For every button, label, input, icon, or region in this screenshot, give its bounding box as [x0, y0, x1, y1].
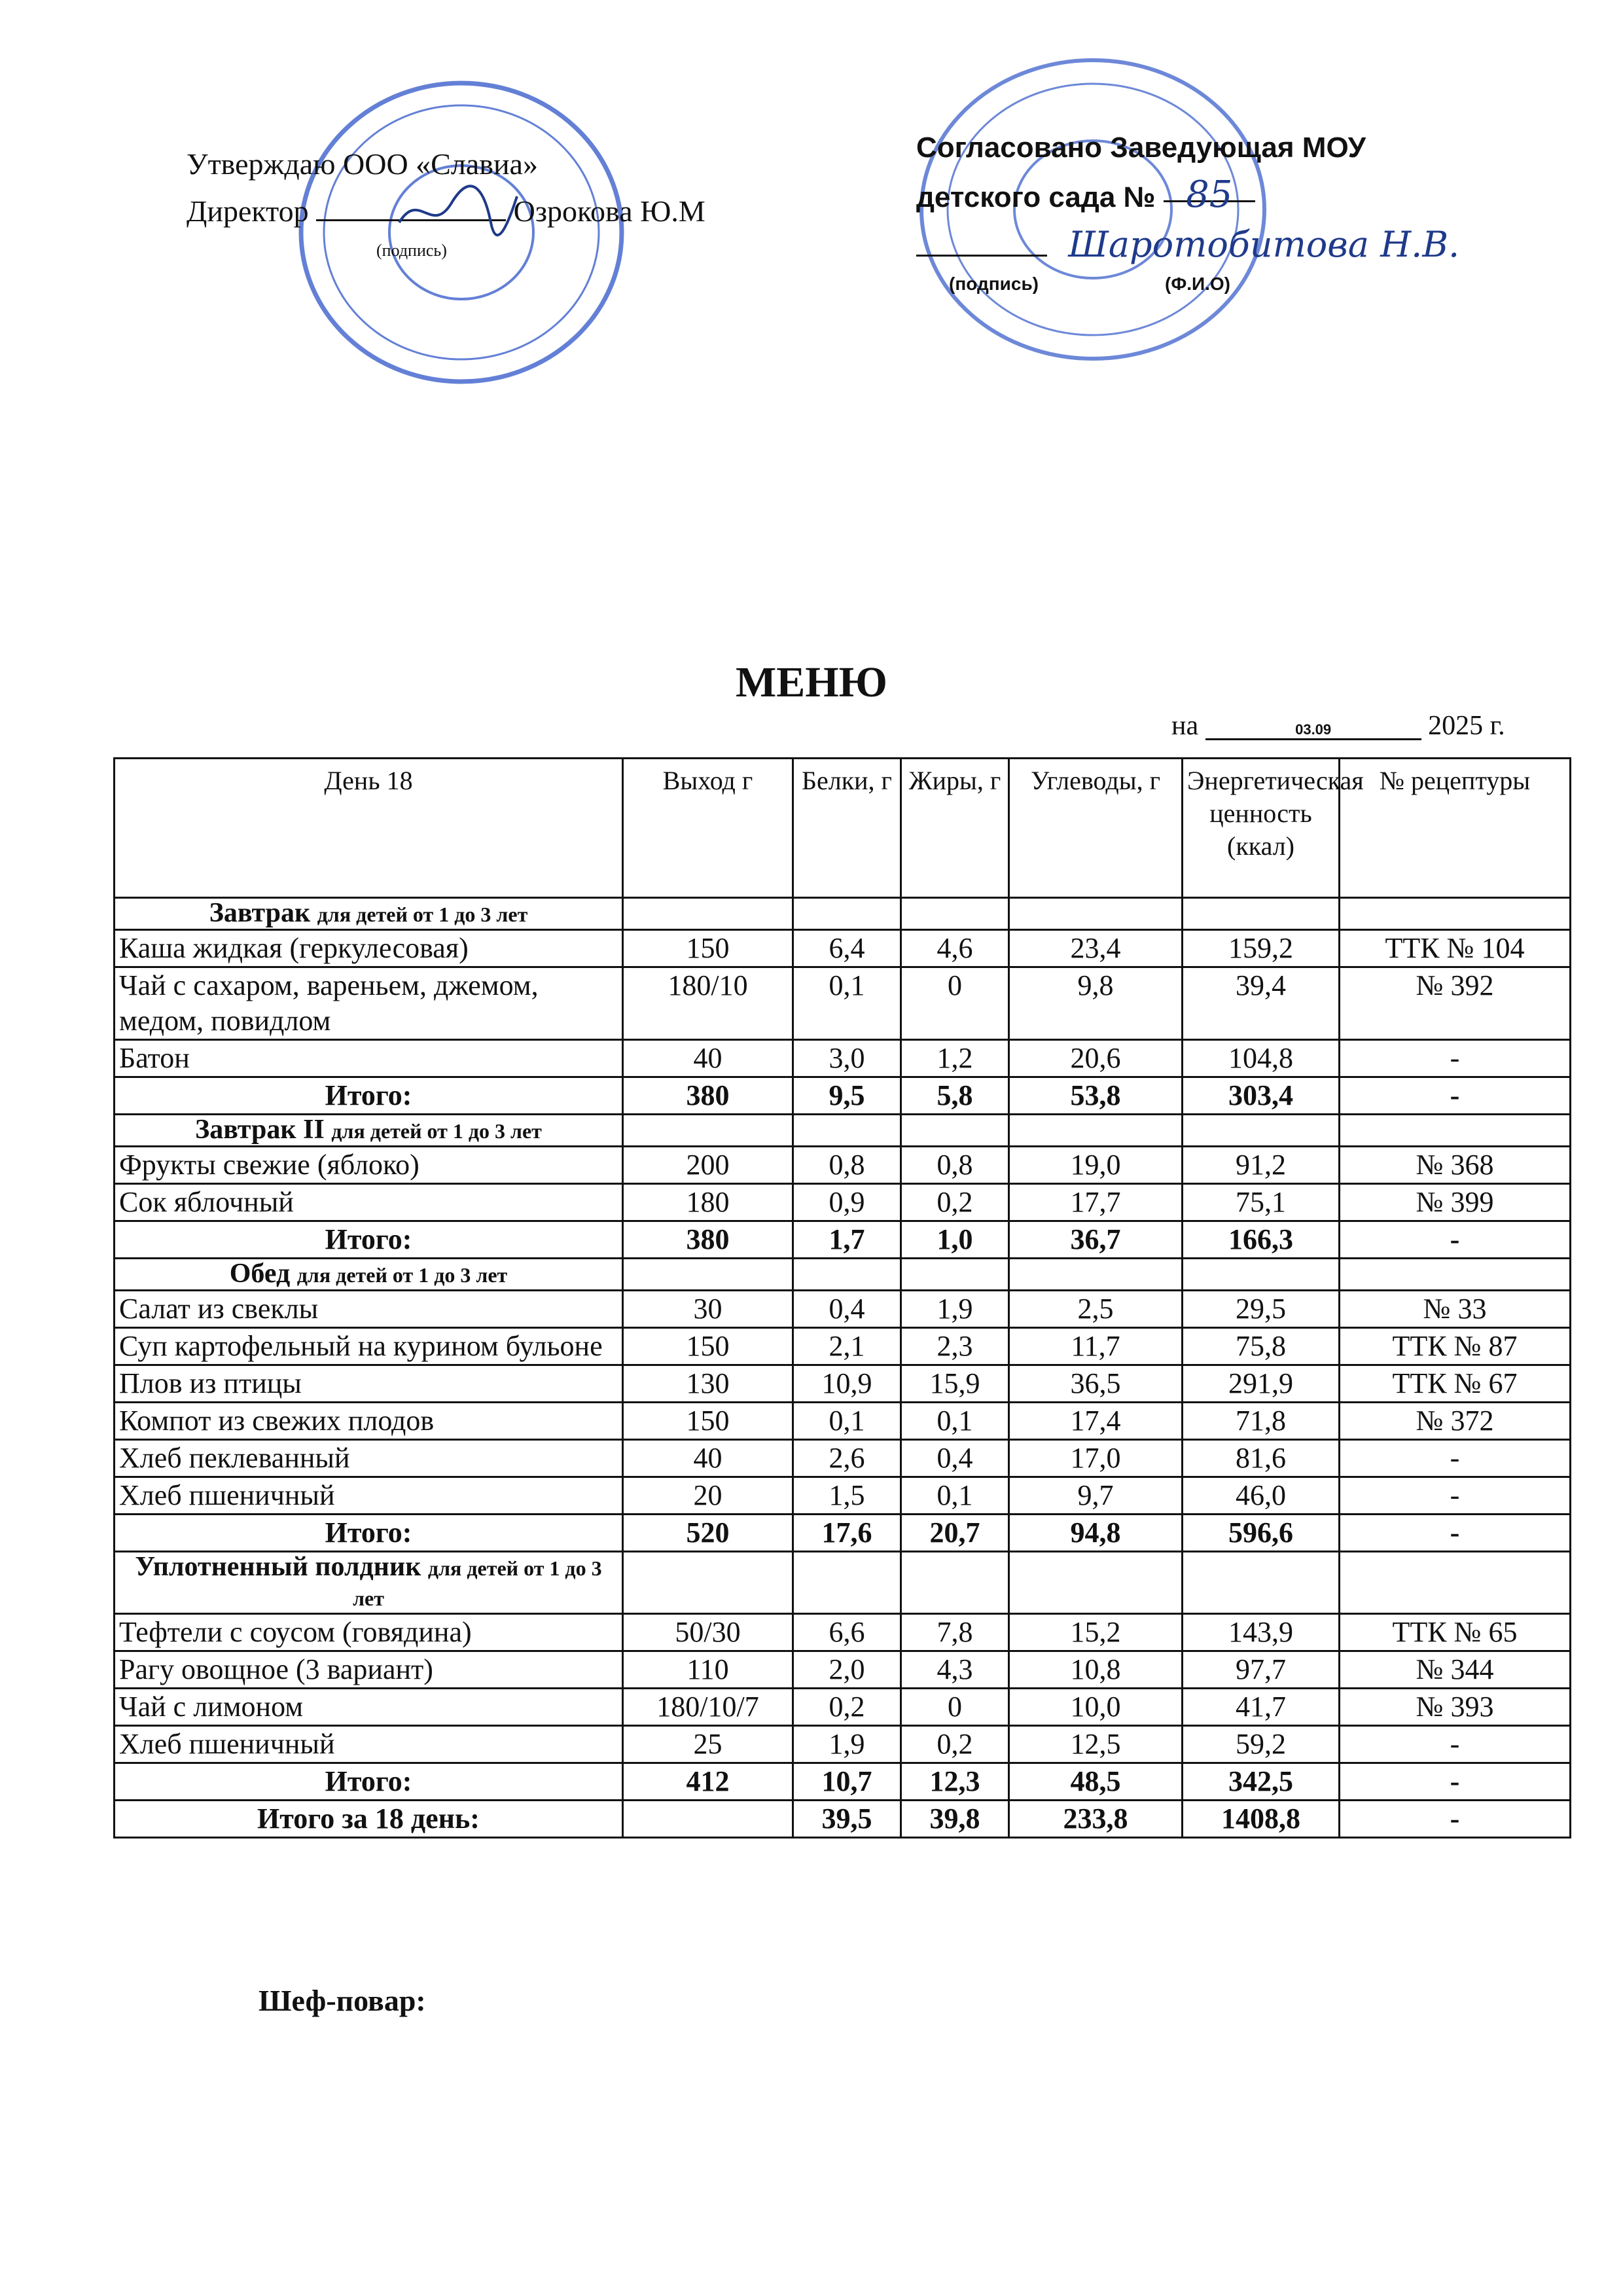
- section-empty-cell: [1340, 1552, 1571, 1614]
- header-protein: Белки, г: [793, 759, 901, 898]
- dish-carbs: 23,4: [1009, 930, 1183, 967]
- table-row: [115, 1614, 1571, 1651]
- dish-energy: 291,9: [1183, 1365, 1340, 1403]
- dish-fat: 0,4: [901, 1440, 1009, 1477]
- total-yield: 380: [623, 1221, 793, 1259]
- section-empty-cell: [1340, 1115, 1571, 1147]
- total-energy: 303,4: [1183, 1077, 1340, 1115]
- section-empty-cell: [1340, 1259, 1571, 1291]
- dish-protein: 3,0: [793, 1040, 901, 1077]
- chef-label: Шеф-повар:: [259, 1984, 426, 2017]
- total-label: Итого:: [115, 1515, 623, 1552]
- director-signature: [393, 177, 524, 242]
- dish-name: Каша жидкая (геркулесовая): [115, 930, 623, 967]
- dish-recipe: № 33: [1340, 1291, 1571, 1328]
- dish-name: Тефтели с соусом (говядина): [115, 1614, 623, 1651]
- section-empty-cell: [793, 1259, 901, 1291]
- total-recipe: -: [1340, 1221, 1571, 1259]
- dish-energy: 104,8: [1183, 1040, 1340, 1077]
- director-label: Директор: [187, 194, 309, 228]
- total-carbs: 53,8: [1009, 1077, 1183, 1115]
- dish-fat: 4,3: [901, 1651, 1009, 1689]
- dish-protein: 0,8: [793, 1147, 901, 1184]
- dish-protein: 0,2: [793, 1689, 901, 1726]
- dish-fat: 1,9: [901, 1291, 1009, 1328]
- director-signature-caption: (подпись): [376, 241, 447, 260]
- section-empty-cell: [1340, 898, 1571, 930]
- dish-fat: 0,1: [901, 1403, 1009, 1440]
- section-title: [115, 1259, 623, 1291]
- menu-table-body: [115, 898, 1571, 1838]
- dish-name: Батон: [115, 1040, 623, 1077]
- dish-recipe: -: [1340, 1440, 1571, 1477]
- table-row: [115, 1440, 1571, 1477]
- table-row: [115, 1040, 1571, 1077]
- section-empty-cell: [901, 898, 1009, 930]
- dish-energy: 46,0: [1183, 1477, 1340, 1515]
- head-signature-line: [916, 226, 1047, 257]
- dish-yield: 180/10: [623, 967, 793, 1040]
- table-row: [115, 1726, 1571, 1763]
- dish-name: Чай с лимоном: [115, 1689, 623, 1726]
- dish-energy: 143,9: [1183, 1614, 1340, 1651]
- dish-name: Рагу овощное (3 вариант): [115, 1651, 623, 1689]
- dish-carbs: 20,6: [1009, 1040, 1183, 1077]
- total-fat: 1,0: [901, 1221, 1009, 1259]
- total-energy: 166,3: [1183, 1221, 1340, 1259]
- dish-fat: 2,3: [901, 1328, 1009, 1365]
- dish-yield: 110: [623, 1651, 793, 1689]
- dish-fat: 0,2: [901, 1184, 1009, 1221]
- dish-fat: 0: [901, 967, 1009, 1040]
- dish-recipe: № 368: [1340, 1147, 1571, 1184]
- dish-recipe: № 344: [1340, 1651, 1571, 1689]
- section-empty-cell: [793, 898, 901, 930]
- section-subtitle-text: для детей от 1 до 3 лет: [296, 1263, 508, 1287]
- section-empty-cell: [623, 898, 793, 930]
- total-recipe: -: [1340, 1763, 1571, 1801]
- total-fat: 20,7: [901, 1515, 1009, 1552]
- section-total-row: [115, 1763, 1571, 1801]
- section-subtitle-text: для детей от 1 до 3 лет: [317, 903, 528, 926]
- dish-name: Компот из свежих плодов: [115, 1403, 623, 1440]
- dish-carbs: 9,8: [1009, 967, 1183, 1040]
- section-header-row: [115, 1115, 1571, 1147]
- section-empty-cell: [901, 1259, 1009, 1291]
- dish-fat: 7,8: [901, 1614, 1009, 1651]
- date-suffix: 2025 г.: [1428, 711, 1505, 741]
- page-title: МЕНЮ: [736, 658, 887, 706]
- dish-carbs: 10,0: [1009, 1689, 1183, 1726]
- grand-total-fat: 39,8: [901, 1801, 1009, 1838]
- agreement-line-1: Согласовано Заведующая МОУ: [916, 132, 1366, 164]
- table-row: [115, 1328, 1571, 1365]
- dish-carbs: 10,8: [1009, 1651, 1183, 1689]
- section-empty-cell: [1183, 898, 1340, 930]
- grand-total-recipe: -: [1340, 1801, 1571, 1838]
- total-yield: 380: [623, 1077, 793, 1115]
- header-yield: Выход г: [623, 759, 793, 898]
- total-protein: 17,6: [793, 1515, 901, 1552]
- dish-fat: 4,6: [901, 930, 1009, 967]
- total-carbs: 94,8: [1009, 1515, 1183, 1552]
- kindergarten-number: 85: [1164, 171, 1255, 202]
- section-subtitle-text: для детей от 1 до 3 лет: [353, 1556, 602, 1610]
- grand-total-protein: 39,5: [793, 1801, 901, 1838]
- header-carbs: Углеводы, г: [1009, 759, 1183, 898]
- dish-energy: 75,8: [1183, 1328, 1340, 1365]
- total-recipe: -: [1340, 1077, 1571, 1115]
- date-value: 03.09: [1205, 721, 1421, 740]
- section-title: [115, 1552, 623, 1614]
- agreement-line-3: [916, 221, 1571, 294]
- dish-name: Чай с сахаром, вареньем, джемом, медом, повидлом: [115, 967, 623, 1040]
- section-empty-cell: [793, 1115, 901, 1147]
- dish-recipe: № 372: [1340, 1403, 1571, 1440]
- table-row: [115, 967, 1571, 1040]
- total-label: Итого:: [115, 1763, 623, 1801]
- grand-total-yield: [623, 1801, 793, 1838]
- dish-protein: 6,6: [793, 1614, 901, 1651]
- total-recipe: -: [1340, 1515, 1571, 1552]
- dish-carbs: 17,7: [1009, 1184, 1183, 1221]
- dish-fat: 0,2: [901, 1726, 1009, 1763]
- section-empty-cell: [1183, 1259, 1340, 1291]
- dish-recipe: ТТК № 104: [1340, 930, 1571, 967]
- dish-carbs: 11,7: [1009, 1328, 1183, 1365]
- agreement-line-2: [916, 171, 1571, 221]
- head-fio-caption: (Ф.И.О): [1165, 274, 1231, 294]
- dish-protein: 1,5: [793, 1477, 901, 1515]
- dish-name: Салат из свеклы: [115, 1291, 623, 1328]
- dish-recipe: ТТК № 87: [1340, 1328, 1571, 1365]
- section-total-row: [115, 1515, 1571, 1552]
- section-empty-cell: [1183, 1552, 1340, 1614]
- dish-carbs: 2,5: [1009, 1291, 1183, 1328]
- section-title-text: Обед: [229, 1259, 291, 1289]
- dish-yield: 180: [623, 1184, 793, 1221]
- total-label: Итого:: [115, 1221, 623, 1259]
- dish-protein: 0,1: [793, 967, 901, 1040]
- total-fat: 5,8: [901, 1077, 1009, 1115]
- dish-recipe: ТТК № 67: [1340, 1365, 1571, 1403]
- grand-total-row: [115, 1801, 1571, 1838]
- section-empty-cell: [1009, 1115, 1183, 1147]
- section-empty-cell: [901, 1115, 1009, 1147]
- dish-yield: 150: [623, 1328, 793, 1365]
- total-fat: 12,3: [901, 1763, 1009, 1801]
- section-empty-cell: [1009, 1259, 1183, 1291]
- dish-protein: 2,1: [793, 1328, 901, 1365]
- table-row: [115, 930, 1571, 967]
- table-row: [115, 1403, 1571, 1440]
- dish-protein: 0,1: [793, 1403, 901, 1440]
- total-carbs: 36,7: [1009, 1221, 1183, 1259]
- header-day: День 18: [115, 759, 623, 898]
- dish-energy: 97,7: [1183, 1651, 1340, 1689]
- section-header-row: [115, 898, 1571, 930]
- total-label: Итого:: [115, 1077, 623, 1115]
- dish-energy: 75,1: [1183, 1184, 1340, 1221]
- section-header-row: [115, 1259, 1571, 1291]
- section-empty-cell: [623, 1115, 793, 1147]
- section-empty-cell: [1183, 1115, 1340, 1147]
- dish-energy: 159,2: [1183, 930, 1340, 967]
- dish-yield: 30: [623, 1291, 793, 1328]
- approval-line-1: Утверждаю ООО «Славиа»: [187, 147, 538, 181]
- total-carbs: 48,5: [1009, 1763, 1183, 1801]
- section-empty-cell: [793, 1552, 901, 1614]
- menu-table: [113, 757, 1571, 1839]
- dish-protein: 1,9: [793, 1726, 901, 1763]
- dish-name: Хлеб пеклеванный: [115, 1440, 623, 1477]
- dish-recipe: № 393: [1340, 1689, 1571, 1726]
- total-energy: 342,5: [1183, 1763, 1340, 1801]
- dish-carbs: 12,5: [1009, 1726, 1183, 1763]
- dish-protein: 2,6: [793, 1440, 901, 1477]
- section-empty-cell: [901, 1552, 1009, 1614]
- dish-yield: 150: [623, 930, 793, 967]
- grand-total-label: Итого за 18 день:: [115, 1801, 623, 1838]
- dish-energy: 81,6: [1183, 1440, 1340, 1477]
- dish-carbs: 19,0: [1009, 1147, 1183, 1184]
- agreement-block: [916, 124, 1571, 294]
- section-empty-cell: [623, 1259, 793, 1291]
- dish-recipe: -: [1340, 1477, 1571, 1515]
- dish-carbs: 17,4: [1009, 1403, 1183, 1440]
- dish-fat: 15,9: [901, 1365, 1009, 1403]
- section-subtitle-text: для детей от 1 до 3 лет: [331, 1119, 542, 1143]
- dish-fat: 1,2: [901, 1040, 1009, 1077]
- dish-protein: 0,4: [793, 1291, 901, 1328]
- dish-recipe: № 399: [1340, 1184, 1571, 1221]
- table-row: [115, 1291, 1571, 1328]
- table-row: [115, 1689, 1571, 1726]
- table-row: [115, 1147, 1571, 1184]
- dish-name: Хлеб пшеничный: [115, 1726, 623, 1763]
- total-energy: 596,6: [1183, 1515, 1340, 1552]
- header-recipe: № рецептуры: [1340, 759, 1571, 898]
- date-line: [1171, 710, 1505, 742]
- head-signature-name: Шаротобитова Н.В.: [1068, 224, 1460, 265]
- grand-total-energy: 1408,8: [1183, 1801, 1340, 1838]
- dish-name: Суп картофельный на курином бульоне: [115, 1328, 623, 1365]
- kindergarten-label: детского сада №: [916, 181, 1156, 213]
- dish-energy: 39,4: [1183, 967, 1340, 1040]
- dish-protein: 2,0: [793, 1651, 901, 1689]
- date-prefix: на: [1171, 711, 1199, 741]
- table-header-row: [115, 759, 1571, 898]
- dish-protein: 6,4: [793, 930, 901, 967]
- dish-energy: 41,7: [1183, 1689, 1340, 1726]
- dish-name: Плов из птицы: [115, 1365, 623, 1403]
- section-total-row: [115, 1077, 1571, 1115]
- dish-fat: 0,8: [901, 1147, 1009, 1184]
- dish-recipe: -: [1340, 1726, 1571, 1763]
- dish-yield: 150: [623, 1403, 793, 1440]
- dish-energy: 91,2: [1183, 1147, 1340, 1184]
- dish-yield: 20: [623, 1477, 793, 1515]
- dish-fat: 0,1: [901, 1477, 1009, 1515]
- dish-yield: 180/10/7: [623, 1689, 793, 1726]
- dish-fat: 0: [901, 1689, 1009, 1726]
- section-empty-cell: [623, 1552, 793, 1614]
- dish-yield: 25: [623, 1726, 793, 1763]
- section-title-text: Завтрак II: [195, 1115, 325, 1145]
- dish-carbs: 36,5: [1009, 1365, 1183, 1403]
- header-fat: Жиры, г: [901, 759, 1009, 898]
- dish-recipe: № 392: [1340, 967, 1571, 1040]
- section-empty-cell: [1009, 898, 1183, 930]
- section-title: [115, 898, 623, 930]
- dish-protein: 10,9: [793, 1365, 901, 1403]
- dish-recipe: -: [1340, 1040, 1571, 1077]
- dish-energy: 29,5: [1183, 1291, 1340, 1328]
- dish-protein: 0,9: [793, 1184, 901, 1221]
- table-row: [115, 1651, 1571, 1689]
- header-energy: Энергетическая ценность (ккал): [1183, 759, 1340, 898]
- dish-carbs: 9,7: [1009, 1477, 1183, 1515]
- section-title-text: Завтрак: [209, 898, 311, 928]
- table-row: [115, 1477, 1571, 1515]
- director-name: Озрокова Ю.М: [513, 194, 705, 228]
- table-row: [115, 1184, 1571, 1221]
- section-title: [115, 1115, 623, 1147]
- total-protein: 9,5: [793, 1077, 901, 1115]
- dish-yield: 40: [623, 1040, 793, 1077]
- section-empty-cell: [1009, 1552, 1183, 1614]
- dish-recipe: ТТК № 65: [1340, 1614, 1571, 1651]
- dish-energy: 71,8: [1183, 1403, 1340, 1440]
- total-yield: 412: [623, 1763, 793, 1801]
- dish-yield: 40: [623, 1440, 793, 1477]
- dish-carbs: 17,0: [1009, 1440, 1183, 1477]
- total-protein: 10,7: [793, 1763, 901, 1801]
- dish-yield: 130: [623, 1365, 793, 1403]
- dish-yield: 50/30: [623, 1614, 793, 1651]
- section-total-row: [115, 1221, 1571, 1259]
- head-signature-caption: (подпись): [949, 274, 1039, 294]
- dish-carbs: 15,2: [1009, 1614, 1183, 1651]
- dish-name: Хлеб пшеничный: [115, 1477, 623, 1515]
- section-title-text: Уплотненный полдник: [135, 1552, 421, 1582]
- total-yield: 520: [623, 1515, 793, 1552]
- dish-name: Сок яблочный: [115, 1184, 623, 1221]
- grand-total-carbs: 233,8: [1009, 1801, 1183, 1838]
- dish-yield: 200: [623, 1147, 793, 1184]
- dish-name: Фрукты свежие (яблоко): [115, 1147, 623, 1184]
- section-header-row: [115, 1552, 1571, 1614]
- dish-energy: 59,2: [1183, 1726, 1340, 1763]
- total-protein: 1,7: [793, 1221, 901, 1259]
- table-row: [115, 1365, 1571, 1403]
